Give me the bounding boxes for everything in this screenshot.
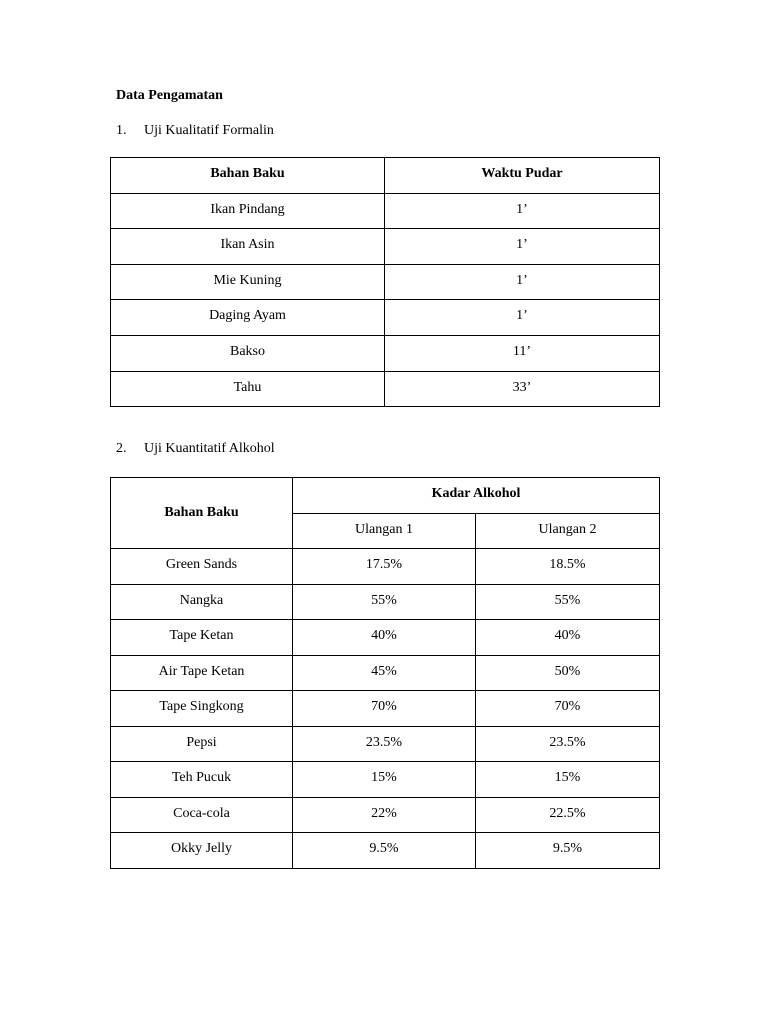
- cell-ulangan-2: 55%: [476, 584, 660, 620]
- header-waktu-pudar: Waktu Pudar: [385, 158, 660, 194]
- cell-ulangan-2: 15%: [476, 762, 660, 798]
- cell-waktu-pudar: 33’: [385, 371, 660, 407]
- table-row: [111, 300, 660, 336]
- cell-ulangan-2: 9.5%: [476, 833, 660, 869]
- section-1-title-text: Uji Kualitatif Formalin: [144, 123, 274, 138]
- cell-waktu-pudar: 1’: [385, 264, 660, 300]
- header-bahan-baku: Bahan Baku: [111, 158, 385, 194]
- cell-bahan-baku: Pepsi: [111, 726, 293, 762]
- table-row: [111, 833, 660, 869]
- section-1-title: [116, 123, 274, 139]
- cell-bahan-baku: Nangka: [111, 584, 293, 620]
- cell-bahan-baku: Mie Kuning: [111, 264, 385, 300]
- document-heading: Data Pengamatan: [116, 88, 223, 103]
- table-row: [111, 691, 660, 727]
- cell-bahan-baku: Coca-cola: [111, 797, 293, 833]
- cell-waktu-pudar: 1’: [385, 193, 660, 229]
- cell-ulangan-2: 40%: [476, 620, 660, 656]
- cell-bahan-baku: Tape Ketan: [111, 620, 293, 656]
- cell-bahan-baku: Okky Jelly: [111, 833, 293, 869]
- section-1-number: 1.: [116, 123, 127, 138]
- cell-ulangan-1: 55%: [293, 584, 476, 620]
- table-row: [111, 726, 660, 762]
- cell-ulangan-2: 22.5%: [476, 797, 660, 833]
- table-row: [111, 797, 660, 833]
- cell-ulangan-2: 18.5%: [476, 549, 660, 585]
- subheader-ulangan-1: Ulangan 1: [293, 513, 476, 549]
- cell-ulangan-1: 9.5%: [293, 833, 476, 869]
- cell-waktu-pudar: 1’: [385, 300, 660, 336]
- cell-waktu-pudar: 1’: [385, 229, 660, 265]
- table-row: [111, 193, 660, 229]
- alcohol-table: [110, 477, 660, 869]
- cell-ulangan-2: 23.5%: [476, 726, 660, 762]
- table-row: [111, 229, 660, 265]
- header-kadar-alkohol: Kadar Alkohol: [293, 478, 660, 514]
- cell-waktu-pudar: 11’: [385, 335, 660, 371]
- table-row: [111, 655, 660, 691]
- cell-bahan-baku: Daging Ayam: [111, 300, 385, 336]
- subheader-ulangan-2: Ulangan 2: [476, 513, 660, 549]
- table-row: [111, 620, 660, 656]
- cell-ulangan-2: 50%: [476, 655, 660, 691]
- formalin-table: [110, 157, 660, 407]
- table-row: [111, 335, 660, 371]
- cell-ulangan-1: 45%: [293, 655, 476, 691]
- section-2-number: 2.: [116, 441, 127, 456]
- section-2-title-text: Uji Kuantitatif Alkohol: [144, 441, 275, 456]
- table-row: [111, 549, 660, 585]
- cell-bahan-baku: Green Sands: [111, 549, 293, 585]
- table-row: [111, 762, 660, 798]
- cell-ulangan-2: 70%: [476, 691, 660, 727]
- cell-ulangan-1: 40%: [293, 620, 476, 656]
- table-row: [111, 264, 660, 300]
- cell-ulangan-1: 23.5%: [293, 726, 476, 762]
- cell-bahan-baku: Tahu: [111, 371, 385, 407]
- cell-ulangan-1: 17.5%: [293, 549, 476, 585]
- cell-bahan-baku: Air Tape Ketan: [111, 655, 293, 691]
- cell-ulangan-1: 22%: [293, 797, 476, 833]
- header-bahan-baku: Bahan Baku: [111, 478, 293, 549]
- cell-bahan-baku: Bakso: [111, 335, 385, 371]
- cell-ulangan-1: 15%: [293, 762, 476, 798]
- cell-bahan-baku: Ikan Asin: [111, 229, 385, 265]
- cell-bahan-baku: Tape Singkong: [111, 691, 293, 727]
- section-2-title: [116, 441, 275, 457]
- cell-bahan-baku: Teh Pucuk: [111, 762, 293, 798]
- table-header-row: [111, 158, 660, 194]
- table-row: [111, 584, 660, 620]
- cell-ulangan-1: 70%: [293, 691, 476, 727]
- table-header-row: [111, 478, 660, 514]
- table-row: [111, 371, 660, 407]
- cell-bahan-baku: Ikan Pindang: [111, 193, 385, 229]
